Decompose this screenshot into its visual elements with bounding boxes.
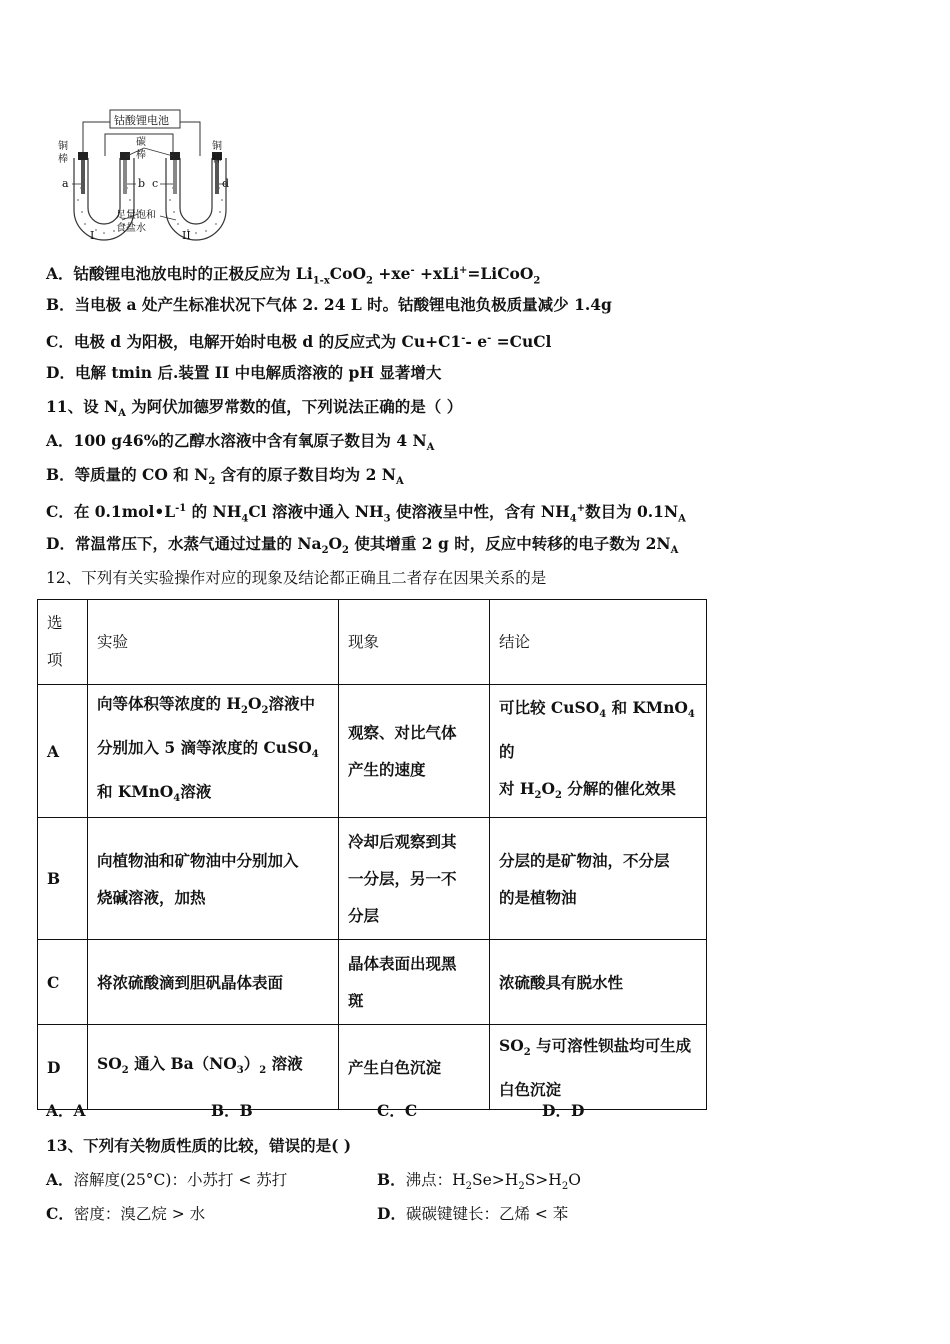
header-experiment: 实验 (88, 600, 339, 685)
copper-rod-label-right: 铜棒 (212, 141, 222, 165)
q13-option-c: C．密度：溴乙烷 > 水 (46, 1204, 206, 1223)
electrode-b-label: b (138, 177, 146, 190)
q10-option-b: B．当电极 a 处产生标准状况下气体 2. 24 L 时。钴酸锂电池负极质量减少 1.4g (46, 295, 612, 314)
copper-rod-label-left: 铜棒 (58, 141, 68, 165)
cell-1-label: I (90, 229, 95, 242)
row-b-phenomenon: 冷却后观察到其 一分层，另一不 分层 (339, 818, 490, 940)
electrode-d-label: d (222, 177, 230, 190)
q11-option-c: C．在 $0.1mol•L^{-1}$ 的 $NH_4Cl$ 溶液中通入 $NH_3$ 使溶液呈中性，含有 $NH_4^+$数目为 $0.1N_A$ (46, 502, 686, 525)
q13-option-a: A．溶解度(25°C)：小苏打 < 苏打 (46, 1170, 288, 1189)
q12-option-b: B．B (211, 1101, 253, 1120)
carbon-rod-label: 碳棒 (136, 137, 146, 161)
row-a-phenomenon: 观察、对比气体 产生的速度 (339, 685, 490, 818)
row-c-experiment: 将浓硫酸滴到胆矾晶体表面 (88, 940, 339, 1025)
electrolysis-apparatus-figure (52, 100, 232, 245)
row-d-option: D (38, 1025, 88, 1110)
q10-option-c: C．电极 d 为阳极，电解开始时电极 d 的反应式为 Cu+C1-- e- =CuCl (46, 332, 552, 352)
solution-label-line-1: 足量饱和 (116, 210, 156, 221)
row-a-option: A (38, 685, 88, 818)
row-a-conclusion: 可比较 CuSO$_4$ 和 KMnO$_4$ 的 对 $H_2O_2$ 分解的催化效果 (490, 685, 707, 818)
q10-option-d: D．电解 tmin 后.装置 II 中电解质溶液的 pH 显著增大 (46, 363, 442, 382)
row-b-experiment: 向植物油和矿物油中分别加入 烧碱溶液，加热 (88, 818, 339, 940)
row-d-phenomenon: 产生白色沉淀 (339, 1025, 490, 1110)
row-b-conclusion: 分层的是矿物油，不分层 的是植物油 (490, 818, 707, 940)
q12-option-c: C．C (377, 1101, 418, 1120)
row-c-conclusion: 浓硫酸具有脱水性 (490, 940, 707, 1025)
q12-stem: 12、下列有关实验操作对应的现象及结论都正确且二者存在因果关系的是 (46, 569, 547, 587)
row-c-option: C (38, 940, 88, 1025)
row-b-option: B (38, 818, 88, 940)
header-phenomenon: 现象 (339, 600, 490, 685)
row-c-phenomenon: 晶体表面出现黑 斑 (339, 940, 490, 1025)
cell-2-label: II (182, 229, 191, 242)
electrode-c-label: c (152, 177, 159, 190)
q13-option-d: D．碳碳键键长：乙烯 < 苯 (377, 1204, 569, 1223)
solution-label-line-2: 食盐水 (116, 223, 146, 234)
q12-option-d: D．D (542, 1101, 585, 1120)
q12-table (37, 599, 707, 1110)
q10-option-a: A．钴酸锂电池放电时的正极反应为 $Li_{1-x}CoO_2 +xe^-$ +xLi+=LiCoO$_2$ (46, 264, 541, 287)
q13-stem: 13、下列有关物质性质的比较，错误的是( ) (46, 1136, 352, 1155)
header-conclusion: 结论 (490, 600, 707, 685)
row-d-conclusion: $SO_2$ 与可溶性钡盐均可生成 白色沉淀 (490, 1025, 707, 1110)
q11-stem: 11、设 $N_A$ 为阿伏加德罗常数的值，下列说法正确的是（ ） (46, 397, 463, 420)
table-row (38, 1025, 707, 1110)
q11-option-b: B．等质量的 CO 和 $N_2$ 含有的原子数目均为 2 $N_A$ (46, 465, 404, 488)
table-row (38, 940, 707, 1025)
table-header-row (38, 600, 707, 685)
table-row (38, 818, 707, 940)
table-row (38, 685, 707, 818)
electrode-a-label: a (62, 177, 69, 190)
q13-option-b: B．沸点：$H_2Se>H_2S>H_2O$ (377, 1170, 581, 1193)
q12-option-a: A．A (46, 1101, 86, 1120)
q11-option-a: A．100 g46%的乙醇水溶液中含有氧原子数目为 4 $N_A$ (46, 431, 435, 454)
q11-option-d: D．常温常压下，水蒸气通过过量的 $Na_2O_2$ 使其增重 2 g 时，反应中转移的电子数为 $2N_A$ (46, 534, 679, 557)
row-d-experiment: $SO_2$ 通入 $Ba(NO_3)_2$ 溶液 (88, 1025, 339, 1110)
battery-label: 钴酸锂电池 (114, 114, 169, 127)
header-option: 选 项 (38, 600, 88, 685)
row-a-experiment: 向等体积等浓度的 $H_2O_2$溶液中 分别加入 5 滴等浓度的 CuSO$_4$ 和 KMnO$_4$溶液 (88, 685, 339, 818)
